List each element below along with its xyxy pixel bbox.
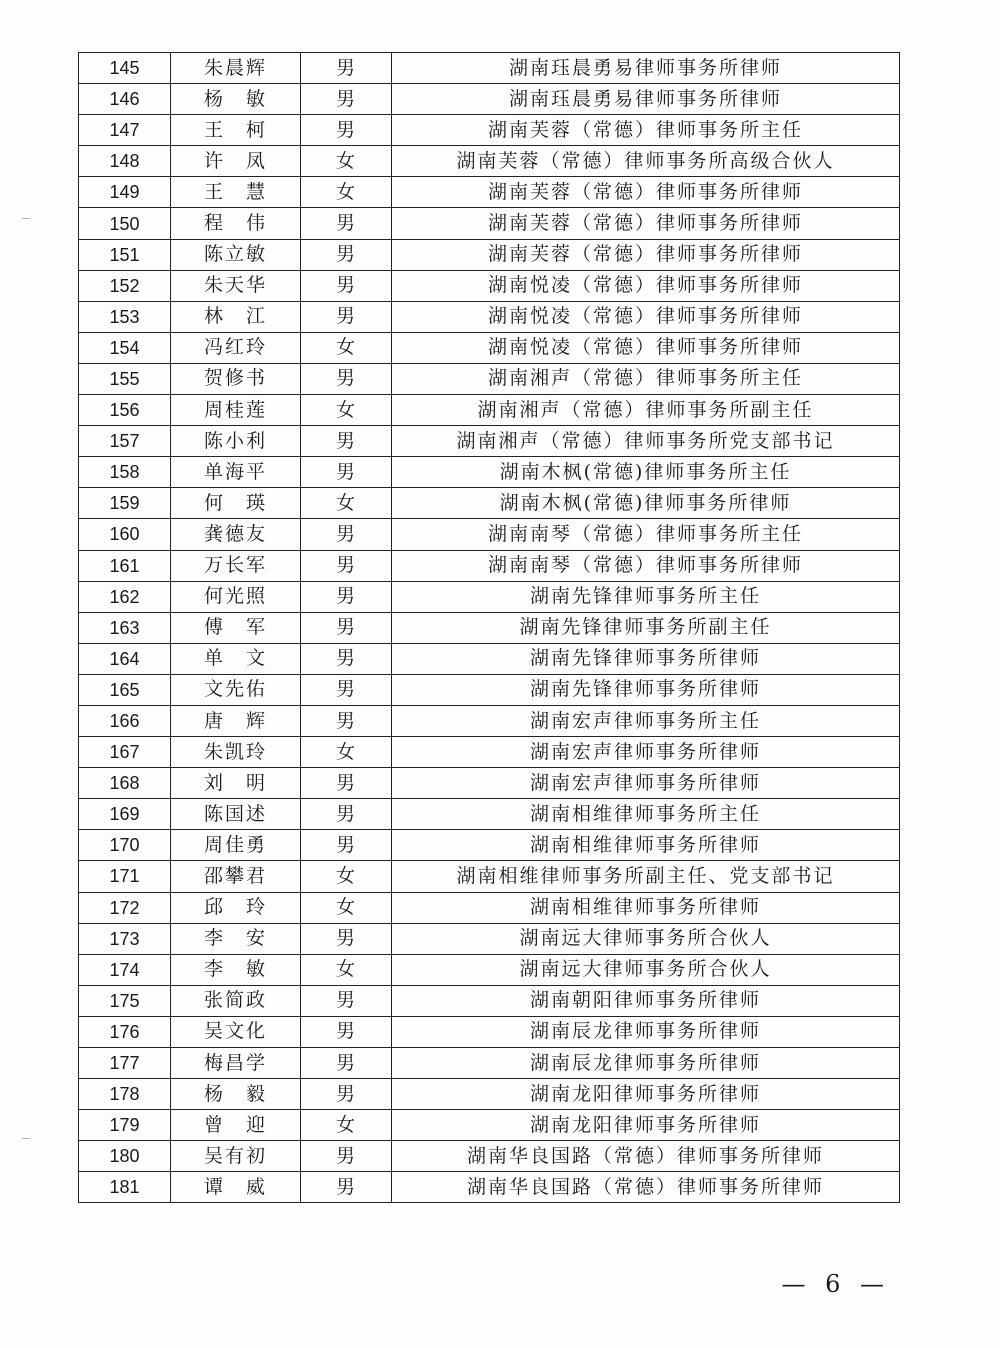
gender: 男 [301, 115, 392, 146]
table-row [79, 395, 900, 426]
law-firm-position: 湖南悦凌（常德）律师事务所律师 [392, 301, 900, 332]
gender: 男 [301, 581, 392, 612]
row-number: 148 [79, 146, 171, 177]
gender: 男 [301, 208, 392, 239]
row-number: 169 [79, 799, 171, 830]
table-row [79, 643, 900, 674]
row-number: 146 [79, 84, 171, 115]
gender: 男 [301, 1048, 392, 1079]
gender: 男 [301, 1141, 392, 1172]
law-firm-position: 湖南龙阳律师事务所律师 [392, 1110, 900, 1141]
gender: 女 [301, 892, 392, 923]
person-name: 杨 毅 [171, 1079, 301, 1110]
table-row [79, 426, 900, 457]
gender: 男 [301, 830, 392, 861]
row-number: 155 [79, 363, 171, 394]
law-firm-position: 湖南宏声律师事务所律师 [392, 737, 900, 768]
row-number: 180 [79, 1141, 171, 1172]
law-firm-position: 湖南芙蓉（常德）律师事务所高级合伙人 [392, 146, 900, 177]
table-row [79, 53, 900, 84]
table-row [79, 177, 900, 208]
lawyer-roster-table [78, 52, 900, 1203]
row-number: 159 [79, 488, 171, 519]
table-row [79, 612, 900, 643]
person-name: 傅 军 [171, 612, 301, 643]
person-name: 吴有初 [171, 1141, 301, 1172]
table-row [79, 1172, 900, 1203]
person-name: 张简政 [171, 985, 301, 1016]
table-row [79, 892, 900, 923]
table-row [79, 332, 900, 363]
row-number: 157 [79, 426, 171, 457]
row-number: 151 [79, 239, 171, 270]
law-firm-position: 湖南远大律师事务所合伙人 [392, 923, 900, 954]
row-number: 174 [79, 954, 171, 985]
person-name: 龚德友 [171, 519, 301, 550]
gender: 男 [301, 301, 392, 332]
gender: 男 [301, 550, 392, 581]
person-name: 朱天华 [171, 270, 301, 301]
row-number: 171 [79, 861, 171, 892]
law-firm-position: 湖南先锋律师事务所律师 [392, 643, 900, 674]
person-name: 谭 威 [171, 1172, 301, 1203]
gender: 男 [301, 768, 392, 799]
person-name: 程 伟 [171, 208, 301, 239]
law-firm-position: 湖南湘声（常德）律师事务所主任 [392, 363, 900, 394]
law-firm-position: 湖南相维律师事务所律师 [392, 830, 900, 861]
roster-table-body [79, 53, 900, 1203]
law-firm-position: 湖南宏声律师事务所主任 [392, 705, 900, 736]
person-name: 王 柯 [171, 115, 301, 146]
gender: 女 [301, 146, 392, 177]
law-firm-position: 湖南先锋律师事务所律师 [392, 674, 900, 705]
law-firm-position: 湖南芙蓉（常德）律师事务所律师 [392, 177, 900, 208]
person-name: 万长军 [171, 550, 301, 581]
table-row [79, 1016, 900, 1047]
row-number: 158 [79, 457, 171, 488]
row-number: 165 [79, 674, 171, 705]
law-firm-position: 湖南南琴（常德）律师事务所主任 [392, 519, 900, 550]
table-row [79, 768, 900, 799]
table-row [79, 146, 900, 177]
table-row [79, 985, 900, 1016]
row-number: 160 [79, 519, 171, 550]
person-name: 陈小利 [171, 426, 301, 457]
gender: 男 [301, 239, 392, 270]
table-row [79, 705, 900, 736]
table-row [79, 550, 900, 581]
person-name: 唐 辉 [171, 705, 301, 736]
person-name: 周桂莲 [171, 395, 301, 426]
table-row [79, 954, 900, 985]
law-firm-position: 湖南朝阳律师事务所律师 [392, 985, 900, 1016]
row-number: 168 [79, 768, 171, 799]
row-number: 164 [79, 643, 171, 674]
row-number: 163 [79, 612, 171, 643]
law-firm-position: 湖南华良国路（常德）律师事务所律师 [392, 1172, 900, 1203]
gender: 女 [301, 332, 392, 363]
table-row [79, 208, 900, 239]
person-name: 梅昌学 [171, 1048, 301, 1079]
row-number: 179 [79, 1110, 171, 1141]
gender: 男 [301, 705, 392, 736]
person-name: 刘 明 [171, 768, 301, 799]
gender: 男 [301, 270, 392, 301]
row-number: 166 [79, 705, 171, 736]
table-row [79, 363, 900, 394]
scan-margin-mark [22, 218, 30, 219]
scan-margin-mark [22, 1138, 30, 1139]
person-name: 李 安 [171, 923, 301, 954]
page-number: — 6 — [781, 1270, 890, 1298]
person-name: 周佳勇 [171, 830, 301, 861]
row-number: 161 [79, 550, 171, 581]
gender: 男 [301, 643, 392, 674]
table-row [79, 488, 900, 519]
person-name: 冯红玲 [171, 332, 301, 363]
person-name: 文先佑 [171, 674, 301, 705]
gender: 男 [301, 426, 392, 457]
table-row [79, 1048, 900, 1079]
gender: 男 [301, 674, 392, 705]
row-number: 181 [79, 1172, 171, 1203]
person-name: 曾 迎 [171, 1110, 301, 1141]
person-name: 邱 玲 [171, 892, 301, 923]
table-row [79, 1141, 900, 1172]
law-firm-position: 湖南宏声律师事务所律师 [392, 768, 900, 799]
person-name: 何 瑛 [171, 488, 301, 519]
gender: 女 [301, 737, 392, 768]
law-firm-position: 湖南木枫(常德)律师事务所主任 [392, 457, 900, 488]
law-firm-position: 湖南先锋律师事务所副主任 [392, 612, 900, 643]
gender: 男 [301, 1016, 392, 1047]
table-row [79, 861, 900, 892]
gender: 男 [301, 53, 392, 84]
row-number: 175 [79, 985, 171, 1016]
table-row [79, 737, 900, 768]
gender: 男 [301, 985, 392, 1016]
row-number: 172 [79, 892, 171, 923]
row-number: 156 [79, 395, 171, 426]
table-row [79, 1110, 900, 1141]
person-name: 朱晨辉 [171, 53, 301, 84]
person-name: 王 慧 [171, 177, 301, 208]
law-firm-position: 湖南相维律师事务所副主任、党支部书记 [392, 861, 900, 892]
row-number: 145 [79, 53, 171, 84]
row-number: 153 [79, 301, 171, 332]
gender: 男 [301, 612, 392, 643]
table-row [79, 923, 900, 954]
law-firm-position: 湖南辰龙律师事务所律师 [392, 1048, 900, 1079]
gender: 男 [301, 1079, 392, 1110]
law-firm-position: 湖南悦凌（常德）律师事务所律师 [392, 332, 900, 363]
person-name: 朱凯玲 [171, 737, 301, 768]
law-firm-position: 湖南湘声（常德）律师事务所党支部书记 [392, 426, 900, 457]
gender: 女 [301, 1110, 392, 1141]
law-firm-position: 湖南远大律师事务所合伙人 [392, 954, 900, 985]
row-number: 176 [79, 1016, 171, 1047]
row-number: 154 [79, 332, 171, 363]
row-number: 150 [79, 208, 171, 239]
person-name: 陈国述 [171, 799, 301, 830]
law-firm-position: 湖南芙蓉（常德）律师事务所主任 [392, 115, 900, 146]
row-number: 152 [79, 270, 171, 301]
person-name: 吴文化 [171, 1016, 301, 1047]
law-firm-position: 湖南龙阳律师事务所律师 [392, 1079, 900, 1110]
person-name: 许 凤 [171, 146, 301, 177]
table-row [79, 674, 900, 705]
law-firm-position: 湖南芙蓉（常德）律师事务所律师 [392, 239, 900, 270]
gender: 女 [301, 395, 392, 426]
law-firm-position: 湖南珏晨勇易律师事务所律师 [392, 53, 900, 84]
table-row [79, 581, 900, 612]
law-firm-position: 湖南相维律师事务所律师 [392, 892, 900, 923]
person-name: 邵攀君 [171, 861, 301, 892]
gender: 男 [301, 84, 392, 115]
gender: 男 [301, 363, 392, 394]
row-number: 173 [79, 923, 171, 954]
table-row [79, 301, 900, 332]
table-row [79, 519, 900, 550]
row-number: 149 [79, 177, 171, 208]
law-firm-position: 湖南辰龙律师事务所律师 [392, 1016, 900, 1047]
law-firm-position: 湖南木枫(常德)律师事务所律师 [392, 488, 900, 519]
gender: 男 [301, 1172, 392, 1203]
person-name: 何光照 [171, 581, 301, 612]
row-number: 147 [79, 115, 171, 146]
law-firm-position: 湖南先锋律师事务所主任 [392, 581, 900, 612]
gender: 女 [301, 488, 392, 519]
law-firm-position: 湖南芙蓉（常德）律师事务所律师 [392, 208, 900, 239]
gender: 女 [301, 954, 392, 985]
row-number: 170 [79, 830, 171, 861]
person-name: 单 文 [171, 643, 301, 674]
table-row [79, 799, 900, 830]
law-firm-position: 湖南相维律师事务所主任 [392, 799, 900, 830]
table-row [79, 115, 900, 146]
person-name: 李 敏 [171, 954, 301, 985]
person-name: 杨 敏 [171, 84, 301, 115]
person-name: 单海平 [171, 457, 301, 488]
gender: 男 [301, 923, 392, 954]
table-row [79, 84, 900, 115]
law-firm-position: 湖南悦凌（常德）律师事务所律师 [392, 270, 900, 301]
gender: 男 [301, 519, 392, 550]
table-row [79, 1079, 900, 1110]
table-row [79, 830, 900, 861]
row-number: 167 [79, 737, 171, 768]
table-row [79, 457, 900, 488]
gender: 女 [301, 177, 392, 208]
law-firm-position: 湖南华良国路（常德）律师事务所律师 [392, 1141, 900, 1172]
law-firm-position: 湖南南琴（常德）律师事务所律师 [392, 550, 900, 581]
row-number: 178 [79, 1079, 171, 1110]
row-number: 177 [79, 1048, 171, 1079]
table-row [79, 239, 900, 270]
law-firm-position: 湖南珏晨勇易律师事务所律师 [392, 84, 900, 115]
law-firm-position: 湖南湘声（常德）律师事务所副主任 [392, 395, 900, 426]
gender: 女 [301, 861, 392, 892]
person-name: 贺修书 [171, 363, 301, 394]
row-number: 162 [79, 581, 171, 612]
gender: 男 [301, 799, 392, 830]
table-row [79, 270, 900, 301]
person-name: 陈立敏 [171, 239, 301, 270]
person-name: 林 江 [171, 301, 301, 332]
gender: 男 [301, 457, 392, 488]
